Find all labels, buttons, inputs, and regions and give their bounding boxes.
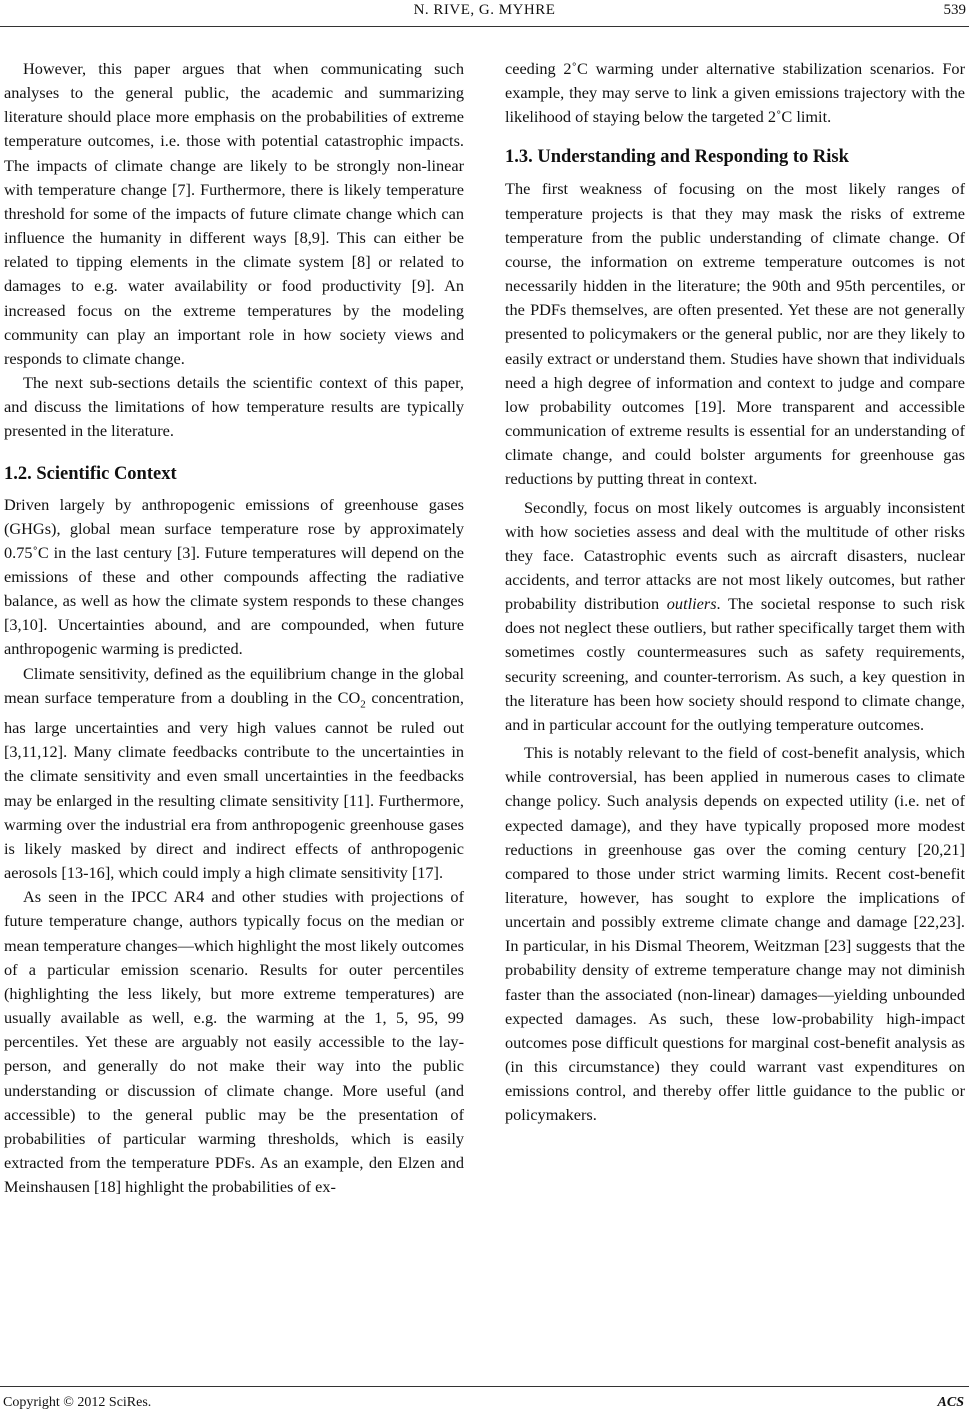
paragraph: This is notably relevant to the field of cost-benefit analysis, which while controversial, has been applied in numerous cases to climate change policy. Such analysis depends on expected utility (i.e. net of expected damage), and they have typically proposed more modest reductions in greenhouse gas over the coming century [20,21] compared to those under strict warming limits. Recent cost-benefit literature, however, has sought to explore the implications of uncertain and possibly extreme climate change and damage [22,23]. In particular, in his Dismal Theorem, Weitzman [23] suggests that the probability density of extreme temperature change may not diminish faster than the associated (non-linear) damages—yielding unbounded expected damages. As such, these low-probability high-impact outcomes pose difficult questions for marginal cost-benefit analysis as (in this circumstance) they could warrant vast expenditures on emissions control, and thereby offer little guidance to the public or policymakers. <box>505 743 965 1125</box>
page-footer <box>0 1386 969 1416</box>
paragraph-climate-sensitivity: Climate sensitivity, defined as the equilibrium change in the global mean surface temperature from a doubling in the $CO_2$ concentration, has large uncertainties and very high values cannot be ruled out [3,11,12]. Many climate feedbacks contribute to the uncertainties in the climate sensitivity and even small uncertainties in the feedbacks may be enlarged in the resulting climate sensitivity [11]. Furthermore, warming over the industrial era from anthropogenic greenhouse gases is likely masked by direct and indirect effects of anthropogenic aerosols [13-16], which could imply a high climate sensitivity [17]. <box>4 663 464 883</box>
paragraph: The first weakness of focusing on the most likely ranges of temperature projects is that they may mask the risks of extreme temperature from the public understanding of climate change. Of course, the information on extreme temperature outcomes is not necessarily hidden in the literature; the 90th and 95th percentiles, or the PDFs themselves, are often presented. Yet these are not generally presented to policymakers or the general public, nor are they likely to easily extract or understand them. Studies have shown that individuals need a high degree of information and context to judge and compare low probability outcomes [19]. More transparent and accessible communication of extreme results is essential for an understanding of climate change, and could bolster arguments for greenhouse gas reductions by putting threat in context. <box>505 179 965 489</box>
page-number: 539 <box>943 2 966 18</box>
paragraph: However, this paper argues that when communicating such analyses to the general public, the academic and summarizing literature should place more emphasis on the probabilities of extreme temperature outcomes, i.e. those with potential catastrophic impacts. The impacts of climate change are likely to be strongly non-linear with temperature change [7]. Furthermore, there is likely temperature threshold for some of the impacts of future climate change which can influence the humanity in different ways [8,9]. This can either be related to tipping elements in the climate system [8] or related to damages to e.g. water availability or food productivity [9]. An increased focus on the extreme temperatures by the modeling community can play an important role in how society views and responds to climate change. <box>4 59 464 368</box>
running-head-authors: N. RIVE, G. MYHRE <box>413 2 556 18</box>
copyright-notice: Copyright © 2012 SciRes. <box>3 1395 152 1410</box>
paragraph: The next sub-sections details the scientific context of this paper, and discuss the limitations of how temperature results are typically presented in the literature. <box>4 373 464 441</box>
left-column <box>4 57 464 1199</box>
paragraph-outliers: Secondly, focus on most likely outcomes is arguably inconsistent with how societies assess and deal with the multitude of other risks they face. Catastrophic events such as aircraft disasters, nuclear accidents, and terror attacks are not most likely outcomes, but rather probability distribution outliers. The societal response to such risk does not neglect these outliers, but rather specifically target them with sometimes costly countermeasures such as safety requirements, security screening, and counter-terrorism. As such, a key question in the literature has been how society should respond to climate change, and in particular account for the outlying temperature outcomes. <box>505 497 965 734</box>
page-header <box>0 0 969 27</box>
section-heading-risk: 1.3. Understanding and Responding to Risk <box>505 147 849 168</box>
section-heading-scientific-context: 1.2. Scientific Context <box>4 463 177 484</box>
journal-abbreviation: ACS <box>937 1395 964 1410</box>
right-column <box>505 57 965 1128</box>
paragraph: As seen in the IPCC AR4 and other studies with projections of future temperature change, authors typically focus on the median or mean temperature changes—which highlight the most likely outcomes of a particular emission scenario. Results for outer percentiles (highlighting the less likely, but more extreme temperatures) are usually available as well, e.g. the warming at the 1, 5, 95, 99 percentiles. Yet these are arguably not easily accessible to the lay-person, and generally do not make their way into the public understanding or discussion of climate change. More useful (and accessible) to the general public may be the presentation of probabilities of particular warming thresholds, which is easily extracted from the temperature PDFs. As an example, den Elzen and Meinshausen [18] highlight the probabilities of ex- <box>4 887 464 1197</box>
paragraph: Driven largely by anthropogenic emissions of greenhouse gases (GHGs), global mean surface temperature rose by approximately 0.75˚C in the last century [3]. Future temperatures will depend on the emissions of these and other compounds affecting the radiative balance, as well as how the climate system responds to these changes [3,10]. Uncertainties abound, and are compounded, when future anthropogenic warming is predicted. <box>4 494 464 659</box>
paragraph: ceeding 2˚C warming under alternative stabilization scenarios. For example, they may serve to link a given emissions trajectory with the likelihood of staying below the targeted 2˚C limit. <box>505 59 965 127</box>
